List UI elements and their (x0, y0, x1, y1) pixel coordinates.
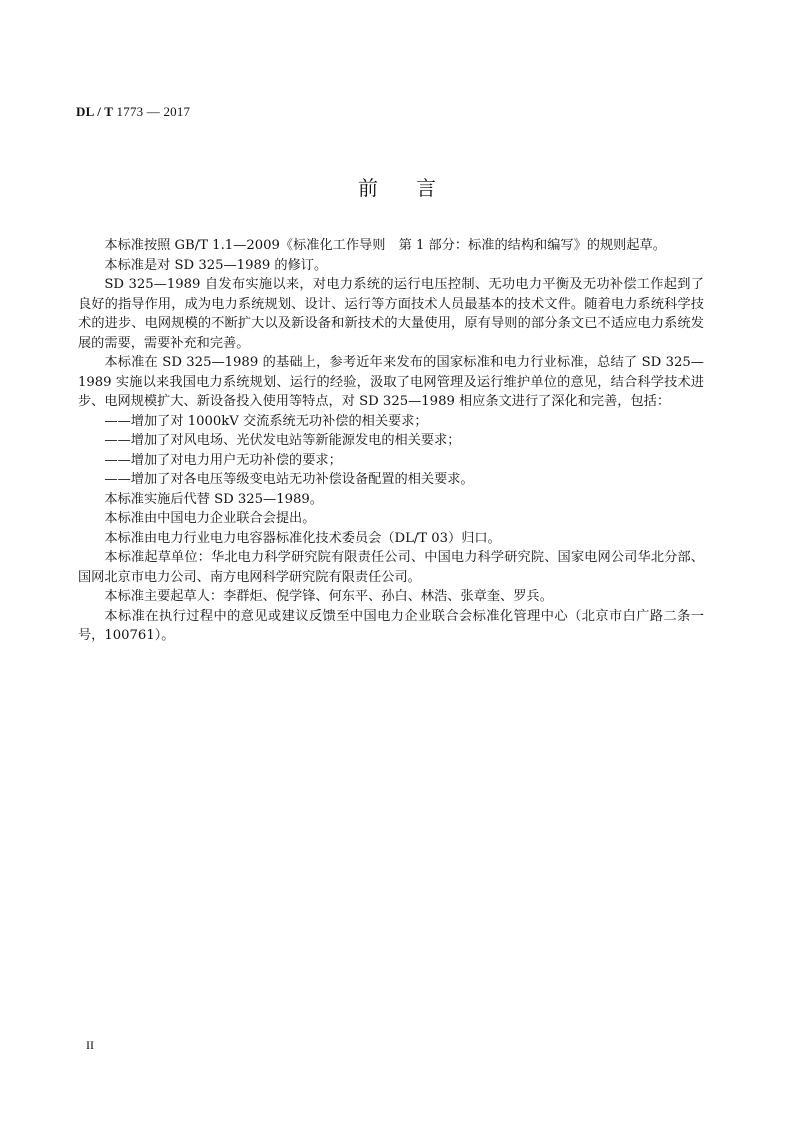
change-item: ——增加了对风电场、光伏发电站等新能源发电的相关要求； (104, 433, 461, 448)
paragraph-changes-intro: 本标准在 SD 325—1989 的基础上，参考近年来发布的国家标准和电力行业标准，总结了 SD 325—1989 实施以来我国电力系统规划、运行的经验，汲取了电网管理及运行维护单位的意见，结合科学技术进步、电网规模扩大、新设备投入使用等特点，对 SD 325—1989 相应条文进行了深化和完善，包括： (78, 355, 704, 409)
standard-code (76, 104, 190, 120)
standard-code-number: 1773 — 2017 (116, 104, 191, 119)
paragraph-background: SD 325—1989 自发布实施以来，对电力系统的运行电压控制、无功电力平衡及无功补偿工作起到了良好的指导作用，成为电力系统规划、设计、运行等方面技术人员最基本的技术文件。随着电力系统科学技术的进步、电网规模的不断扩大以及新设备和新技术的大量使用，原有导则的部分条文已不适应电力系统发展的需要，需要补充和完善。 (78, 277, 704, 351)
paragraph-drafters: 本标准主要起草人：李群炬、倪学锋、何东平、孙白、林浩、张章奎、罗兵。 (104, 589, 553, 604)
paragraph-drafting-rules: 本标准按照 GB/T 1.1—2009《标准化工作导则 第 1 部分：标准的结构和编写》的规则起草。 (104, 238, 666, 253)
paragraph-feedback: 本标准在执行过程中的意见或建议反馈至中国电力企业联合会标准化管理中心（北京市白广路二条一号，100761）。 (78, 608, 704, 643)
page-title: 前言 (358, 176, 474, 200)
foreword-body (78, 236, 704, 646)
change-item: ——增加了对 1000kV 交流系统无功补偿的相关要求； (104, 413, 428, 429)
change-item: ——增加了对各电压等级变电站无功补偿设备配置的相关要求。 (104, 472, 474, 487)
paragraph-committee: 本标准由电力行业电力电容器标准化技术委员会（DL/T 03）归口。 (104, 530, 501, 546)
paragraph-replaces: 本标准实施后代替 SD 325—1989。 (104, 491, 323, 507)
paragraph-revision-note: 本标准是对 SD 325—1989 的修订。 (104, 257, 328, 273)
page-number: II (86, 1038, 94, 1052)
paragraph-drafting-units: 本标准起草单位：华北电力科学研究院有限责任公司、中国电力科学研究院、国家电网公司华北分部、国网北京市电力公司、南方电网科学研究院有限责任公司。 (78, 550, 704, 585)
paragraph-proposer: 本标准由中国电力企业联合会提出。 (104, 511, 316, 526)
change-item: ——增加了对电力用户无功补偿的要求； (104, 452, 342, 468)
standard-code-prefix: DL / T (76, 104, 114, 119)
